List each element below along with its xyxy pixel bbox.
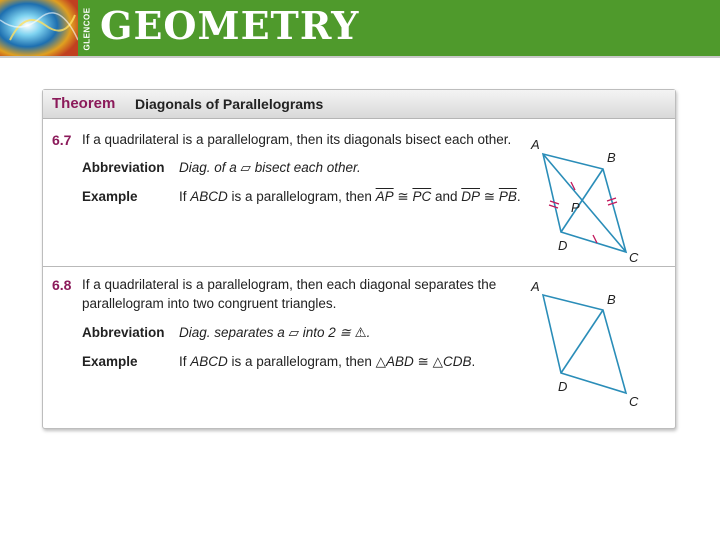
example-label: Example <box>82 354 138 369</box>
theorem-box-header <box>43 90 675 119</box>
abbreviation-label: Abbreviation <box>82 160 165 175</box>
triangle-icon: △ <box>375 354 386 369</box>
theorem-box <box>42 89 676 429</box>
diagonal-bd <box>561 169 603 232</box>
vertex-label-b: B <box>607 150 616 165</box>
theorem-number: 6.7 <box>52 132 72 148</box>
vertex-label-a: A <box>531 279 540 294</box>
abbreviation-text: Diag. of a ▱ bisect each other. <box>179 160 361 175</box>
vertex-label-d: D <box>558 238 568 253</box>
triangle-icon: △ <box>432 354 443 369</box>
example-text: If ABCD is a parallelogram, then △ABD ≅ △CDB. <box>179 354 476 369</box>
publisher-logo <box>80 6 94 52</box>
parallelogram-icon: ▱ <box>288 325 299 340</box>
vertex-label-b: B <box>607 292 616 307</box>
abbreviation-label: Abbreviation <box>82 325 165 340</box>
theorem-statement-line1: If a quadrilateral is a parallelogram, then each diagonal separates the <box>82 277 497 292</box>
parallelogram-icon: ▱ <box>240 160 251 175</box>
vertex-label-c: C <box>629 250 639 265</box>
header-band <box>0 0 720 56</box>
intersection-label-p: P <box>571 200 580 215</box>
theorem-tag: Theorem <box>52 95 116 112</box>
theorem-statement-line2: parallelogram into two congruent triangles. <box>82 296 337 311</box>
header-divider <box>0 56 720 58</box>
triangles-icon: ⚠ <box>354 325 367 340</box>
vertex-label-a: A <box>531 137 540 152</box>
vertex-label-d: D <box>558 379 568 394</box>
example-text: If ABCD is a parallelogram, then $\overline{AP}$ ≅ $\overline{PC}$ and $\overline{DP}$ ≅ $\overline{PB}$. <box>179 189 521 204</box>
vertex-label-c: C <box>629 394 639 409</box>
abbreviation-text: Diag. separates a ▱ into 2 ≅ ⚠. <box>179 325 371 340</box>
tick-mark <box>549 205 558 208</box>
theorem-box-title: Diagonals of Parallelograms <box>135 96 324 112</box>
theorem-divider <box>43 266 675 267</box>
fractal-logo-icon <box>0 0 78 56</box>
theorem-number: 6.8 <box>52 277 72 293</box>
diagonal-bd <box>561 310 603 373</box>
theorem-statement: If a quadrilateral is a parallelogram, then its diagonals bisect each other. <box>82 132 512 147</box>
example-label: Example <box>82 189 138 204</box>
parallelogram-shape <box>543 295 626 393</box>
header-title: GEOMETRY <box>100 3 360 48</box>
parallelogram-congruent-triangles-figure <box>523 278 663 413</box>
parallelogram-diagonals-figure <box>523 132 663 267</box>
publisher-label: GLENCOE <box>82 7 92 51</box>
